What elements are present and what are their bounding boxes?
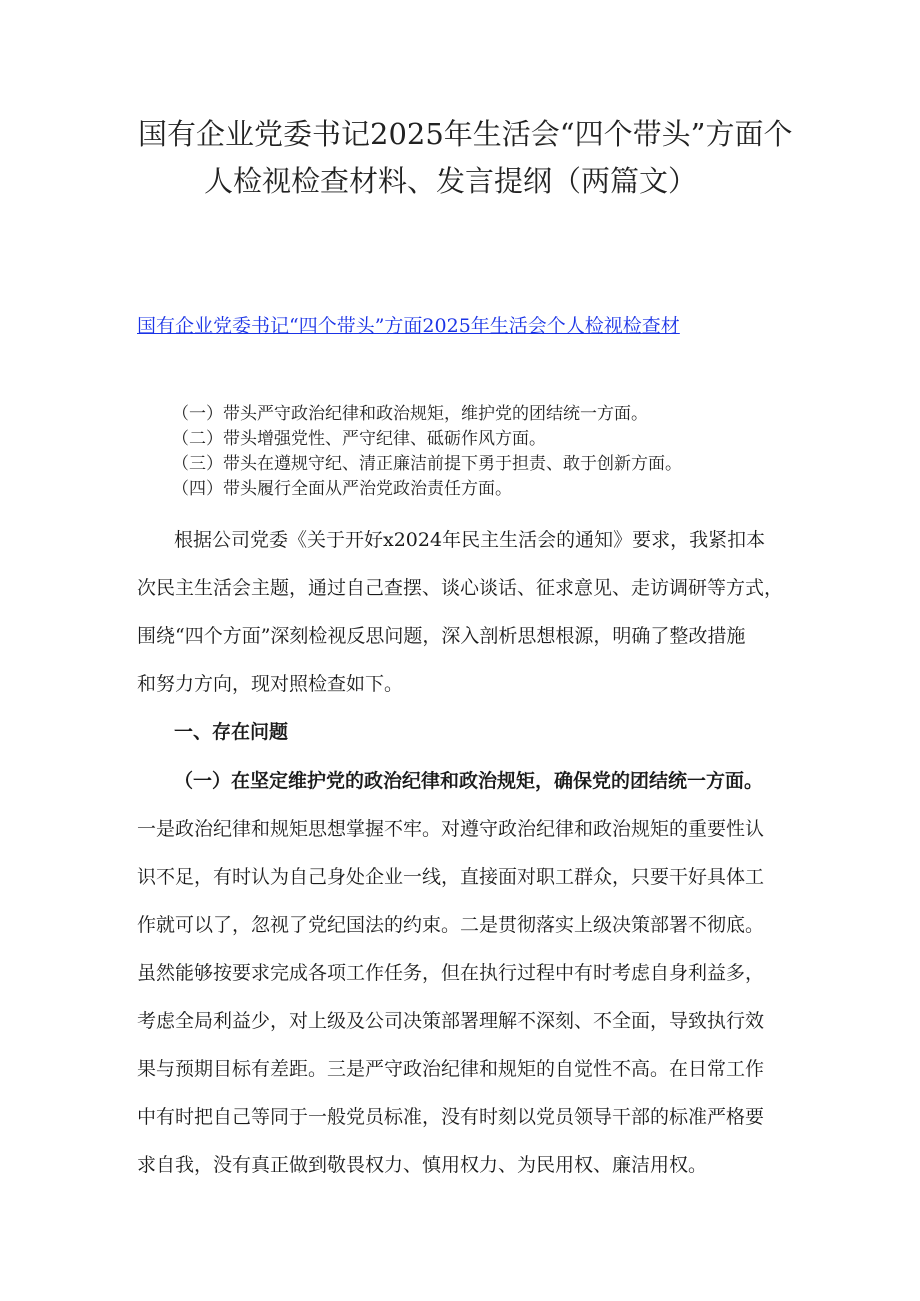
intro-line: 围绕“四个方面”深刻检视反思问题，深入剖析思想根源，明确了整改措施 xyxy=(137,625,746,647)
intro-line: 和努力方向，现对照检查如下。 xyxy=(137,673,404,695)
section-heading: 一、存在问题 xyxy=(174,721,289,743)
body-line: 一是政治纪律和规矩思想掌握不牢。对遵守政治纪律和政治规矩的重要性认 xyxy=(137,818,765,840)
outline-item: （一）带头严守政治纪律和政治规矩，维护党的团结统一方面。 xyxy=(172,404,648,424)
body-line: 识不足，有时认为自己身处企业一线，直接面对职工群众，只要干好具体工 xyxy=(137,866,765,888)
document-title-line-2: 人检视检查材料、发言提纲（两篇文） xyxy=(204,164,698,198)
outline-item: （二）带头增强党性、严守纪律、砥砺作风方面。 xyxy=(172,429,546,449)
outline-item: （四）带头履行全面从严治党政治责任方面。 xyxy=(172,479,512,499)
body-line: 求自我，没有真正做到敬畏权力、慎用权力、为民用权、廉洁用权。 xyxy=(137,1154,708,1176)
body-line: 虽然能够按要求完成各项工作任务，但在执行过程中有时考虑自身利益多， xyxy=(137,962,765,984)
subsection-heading: （一）在坚定维护党的政治纪律和政治规矩，确保党的团结统一方面。 xyxy=(174,770,764,792)
body-line: 考虑全局利益少，对上级及公司决策部署理解不深刻、不全面，导致执行效 xyxy=(137,1010,765,1032)
body-line: 中有时把自己等同于一般党员标准，没有时刻以党员领导干部的标准严格要 xyxy=(137,1106,765,1128)
body-line: 作就可以了，忽视了党纪国法的约束。二是贯彻落实上级决策部署不彻底。 xyxy=(137,914,765,936)
toc-link[interactable]: 国有企业党委书记“四个带头”方面2025年生活会个人检视检查材 xyxy=(137,315,680,337)
outline-item: （三）带头在遵规守纪、清正廉洁前提下勇于担责、敢于创新方面。 xyxy=(172,454,682,474)
document-title-line-1: 国有企业党委书记2025年生活会“四个带头”方面个 xyxy=(138,117,793,151)
outline-list xyxy=(172,402,682,502)
intro-line: 根据公司党委《关于开好x2024年民主生活会的通知》要求，我紧扣本 xyxy=(174,529,766,551)
intro-line: 次民主生活会主题，通过自己查摆、谈心谈话、征求意见、走访调研等方式， xyxy=(137,577,784,599)
body-line: 果与预期目标有差距。三是严守政治纪律和规矩的自觉性不高。在日常工作 xyxy=(137,1058,765,1080)
